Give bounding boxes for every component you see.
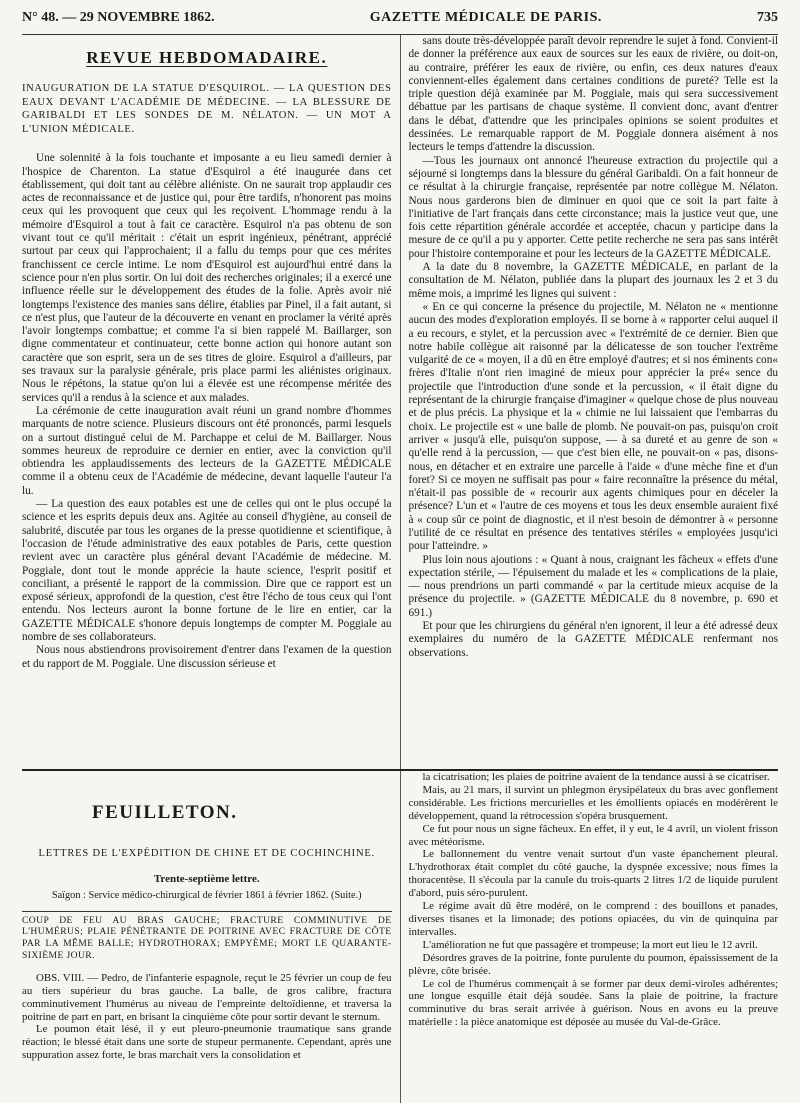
feuilleton-left-column [22,771,401,1103]
page-number: 735 [756,10,778,25]
paragraph: Désordres graves de la poitrine, fonte purulente du poumon, épaississement de la plèvre, côte brisée. [408,951,778,977]
journal-title: GAZETTE MÉDICALE DE PARIS. [369,10,602,25]
paragraph: sans doute très-développée paraît devoir reprendre le sujet à fond. Convient-il de donner la préférence aux eaux de sources sur les eaux de rivière, ou doit-on, au contraire, préférer les eaux de rivière, ou enfin, ces deux natures d'eaux conviennent-elles également dans certaines conditions de pureté? Telle est la triple question déjà examinée par M. Poggiale, mais qui sera successivement débattue par les partisans de chaque système. Il convient donc, avant d'entrer dans le débat, d'attendre que les principales opinions se soient produites et dessinées. Le remarquable rapport de M. Poggiale donnera aisément à nos lecteurs le temps d'attendre la discussion. [408,35,778,154]
feuilleton-left-text [22,972,392,1062]
paragraph: Le régime avait dû être modéré, on le comprend : des bouillons et panades, diverses tisanes et la limonade; des potions opiacées, du vin de quinquina par intervalles. [408,900,778,938]
paragraph: Une solennité à la fois touchante et imposante a eu lieu samedi dernier à l'hospice de Charenton. La statue d'Esquirol a été inaugurée dans cet établissement, qui doit tant au célèbre aliéniste. On ne saurait trop applaudir ces actes de reconnaissance et de justice qui, pour être tardifs, n'honorent pas moins ceux qui les provoquent que ceux qui les reçoivent. L'hommage rendu à la mémoire d'Esquirol a tout à fait ce caractère. Esquirol n'a pas obtenu de son vivant tout ce qu'il méritait : c'était un esprit ingénieux, pénétrant, apprécié surtout par ceux qui l'approchaient; il a fallu du temps pour que ces mérites franchissent ce cercle intime. Le nom d'Esquirol est aujourd'hui entré dans la science pour n'en plus sortir. On lui doit des recherches originales; il a exercé une influence réelle sur le développement des études de la folie. Après avoir nié longtemps l'existence des manies sans délire, établies par Pinel, il a fait autant, si ce n'est plus, que l'auteur de la découverte en venant en proclamer la vérité après l'avoir longtemps combattue; et comme l'a si bien rappelé M. Baillarger, son digne commentateur et continuateur, cette bonne action qui honore autant son caractère que son esprit, sera un de ses titres de gloire. Esquirol a d'ailleurs, par ses travaux sur la paralysie générale, pris place parmi les aliénistes originaux. Nous le répétons, la statue qu'on lui a élevée est une récompense méritée des services qu'il a rendus à la science et aux malades. [22,152,392,404]
revue-left-column [22,35,401,769]
paragraph: « En ce qui concerne la présence du projectile, M. Nélaton ne « mentionne aucun des modes d'exploration employés. Il se borne à « rapporter celui auquel il a eu recours, e stylet, et la percussion avec « l'extrémité de ce dernier. Bien que notre habile collègue ait raisonné par la délicatesse de son toucher l'extrême vulgarité de ce « moyen, il a dû en être employé d'autres; et si nos éminents con« frères d'Italie n'ont rien imaginé de mieux pour apprécier la pré« sence du projectile que l'introduction d'une sonde et la percussion, « il était digne du représentant de la chirurgie française d'imaginer « quelque chose de plus nouveau et de plus précis. La physique et la « chimie ne lui laissaient que l'embarras du choix. Le projectile est « une balle de plomb. Ne pouvait-on pas, puisqu'on croit arriver « jusqu'à elle, puisqu'on suppose, — à sa dureté et au genre de son « qu'elle rend à la percussion, — que c'est bien elle, ne pouvait-on « pas, disons-nous, en détacher et en extraire une parcelle à l'aide « d'une mèche fine et d'un foret? Si ce moyen ne suffisait pas pour « faire reconnaître la présence du métal, n'était-il pas possible de « recourir aux agents chimiques pour en déceler la présence? L'un et « l'autre de ces moyens et tous les deux ensemble auraient fixé à « coup sûr ce point de diagnostic, et il n'est besoin de démontrer à « personne l'utilité de ce résultat en présence des tentatives stériles « employées jusqu'ici pour l'atteindre. » [408,300,778,553]
paragraph: Le poumon était lésé, il y eut pleuro-pneumonie traumatique sans grande réaction; le blessé était dans une sorte de stupeur permanente. Cependant, après une suppuration assez forte, le bras marchait vers la consolidation et [22,1023,392,1062]
paragraph: Et pour que les chirurgiens du général n'en ignorent, il leur a été adressé deux exemplaires du numéro de la GAZETTE MÉDICALE renfermant nos observations. [408,620,778,659]
paragraph: Le col de l'humérus commençait à se former par deux demi-viroles adhérentes; une longue esquille était déjà soudée. Sans la plaie de poitrine, la fracture comminutive du bras serait arrivée à guérison. Nous en avons eu la preuve matérielle : la pièce anatomique est déposée au musée du Val-de-Grâce. [408,977,778,1029]
paragraph: Ce fut pour nous un signe fâcheux. En effet, il y eut, le 4 avril, un violent frisson avec météorisme. [408,822,778,848]
lettres-heading: LETTRES DE L'EXPÉDITION DE CHINE ET DE COCHINCHINE. [38,847,375,859]
paragraph: La cérémonie de cette inauguration avait réuni un grand nombre d'hommes marquants de notre science. Plusieurs discours ont été prononcés, parmi lesquels on a surtout distingué celui de M. Parchappe et celui de M. Baillarger. Nous sommes heureux de reproduire ce dernier en entier, avec la conviction qu'il obtiendra les applaudissements des lecteurs de la GAZETTE MÉDICALE comme il a obtenu ceux de l'Académie de médecine, devant laquelle l'auteur l'a lu. [22,404,392,497]
feuilleton-right-text [409,771,779,1029]
feuilleton-right-column [401,771,779,1103]
paragraph: Le ballonnement du ventre venait surtout d'un vaste épanchement pleural. L'hydrothorax était complet du côté gauche, la dyspnée excessive; nous fîmes la thoracentèse. Il s'écoula par la canule du trois-quarts 2 litres 1/2 de liquide purulent d'abord, puis séro-purulent. [408,848,778,900]
issue-date: N° 48. — 29 NOVEMBRE 1862. [22,10,215,25]
revue-title: REVUE HEBDOMADAIRE. [86,48,328,67]
page-header [22,10,778,35]
paragraph: OBS. VIII. — Pedro, de l'infanterie espagnole, reçut le 25 février un coup de feu au tiers supérieur du bras gauche. La balle, de gros calibre, fractura comminutivement l'humérus au niveau de l'empreinte deltoïdienne, et traversa la poitrine de part en part, en brisant la cinquième côte pour sortir devant le sternum. [22,971,392,1023]
revue-summary: INAUGURATION DE LA STATUE D'ESQUIROL. — LA QUESTION DES EAUX DEVANT L'ACADÉMIE DE MÉDECINE. — LA BLESSURE DE GARIBALDI ET LES SONDES DE M. NÉLATON. — UN MOT A L'UNION MÉDICALE. [22,83,392,135]
paragraph: Plus loin nous ajoutions : « Quant à nous, craignant les fâcheux « effets d'une expectation stérile, — l'épuisement du malade et les « complications de la plaie, — nous prendrions un parti commandé « par la certitude mieux acquise de la présence du projectile. » (GAZETTE MÉDICALE du 8 novembre, p. 690 et 691.) [408,553,778,619]
paragraph: Nous nous abstiendrons provisoirement d'entrer dans l'examen de la question et du rapport de M. Poggiale. Une discussion sérieuse et [22,644,392,670]
paragraph: — La question des eaux potables est une de celles qui ont le plus occupé la science et les esprits depuis deux ans. Agitée au conseil d'hygiène, au conseil de salubrité, discutée par tous les organes de la presse quotidienne et scientifique, à l'occasion de l'étude administrative des eaux potables de Paris, cette question revient avec un caractère plus général devant l'Académie de médecine. M. Poggiale, dont tout le monde apprécie la haute science, l'esprit positif et conciliant, a présenté le rapport de la commission. Dire que ce rapport est un exposé sérieux, approfondi de la question, c'est être l'écho de tous ceux qui l'ont entendu. Nos lecteurs auront la bonne fortune de le lire en entier, car la GAZETTE MÉDICALE s'honore depuis longtemps de compter M. Poggiale au nombre de ses collaborateurs. [22,498,392,643]
revue-right-column [401,35,779,769]
lettre-subtitle: Saïgon : Service médico-chirurgical de février 1861 à février 1862. (Suite.) [51,889,362,901]
feuilleton-title: FEUILLETON. [92,802,238,823]
paragraph: Mais, au 21 mars, il survint un phlegmon érysipélateux du bras avec gonflement considérable. Les frictions mercurielles et les émollients opiacés en modérèrent le développement, quand la rétrocession s'opéra brusquement. [408,783,778,822]
paragraph: A la date du 8 novembre, la GAZETTE MÉDICALE, en parlant de la consultation de M. Nélaton, publiée dans la plupart des journaux les 2 et 3 du même mois, a imprimé les lignes qui suivent : [408,261,778,300]
revue-left-text [22,152,392,671]
revue-section [22,35,778,771]
paragraph: L'amélioration ne fut que passagère et trompeuse; la mort eut lieu le 12 avril. [422,938,758,951]
revue-right-text [409,35,779,660]
case-summary: COUP DE FEU AU BRAS GAUCHE; FRACTURE COMMINUTIVE DE L'HUMÉRUS; PLAIE PÉNÉTRANTE DE POITRINE AVEC FRACTURE DE CÔTE PAR LA MÊME BALLE; HYDROTHORAX; EMPYÈME; MORT LE QUARANTE-SIXIÈME JOUR. [22,911,392,962]
lettre-number: Trente-septième lettre. [153,872,260,885]
paragraph: —Tous les journaux ont annoncé l'heureuse extraction du projectile qui a séjourné si longtemps dans la blessure du général Garibaldi. On a fait honneur de ce résultat à la chirurgie française, représentée par notre collègue M. Nélaton. Nous nous garderons bien de diminuer en quoi que ce soit la part faite à l'initiative de l'art français dans cette circonstance; mais la justice veut que, une fois cette répartition générale accordée et acceptée, chacun y participe dans la mesure de ce qu'il a pu y apporter. Cette petite recherche ne sera pas sans intérêt pour l'histoire contemporaine et pour les lecteurs de la GAZETTE MÉDICALE. [408,154,778,260]
feuilleton-section [22,771,778,1103]
paragraph: la cicatrisation; les plaies de poitrine avaient de la tendance aussi à se cicatriser. [422,771,770,783]
